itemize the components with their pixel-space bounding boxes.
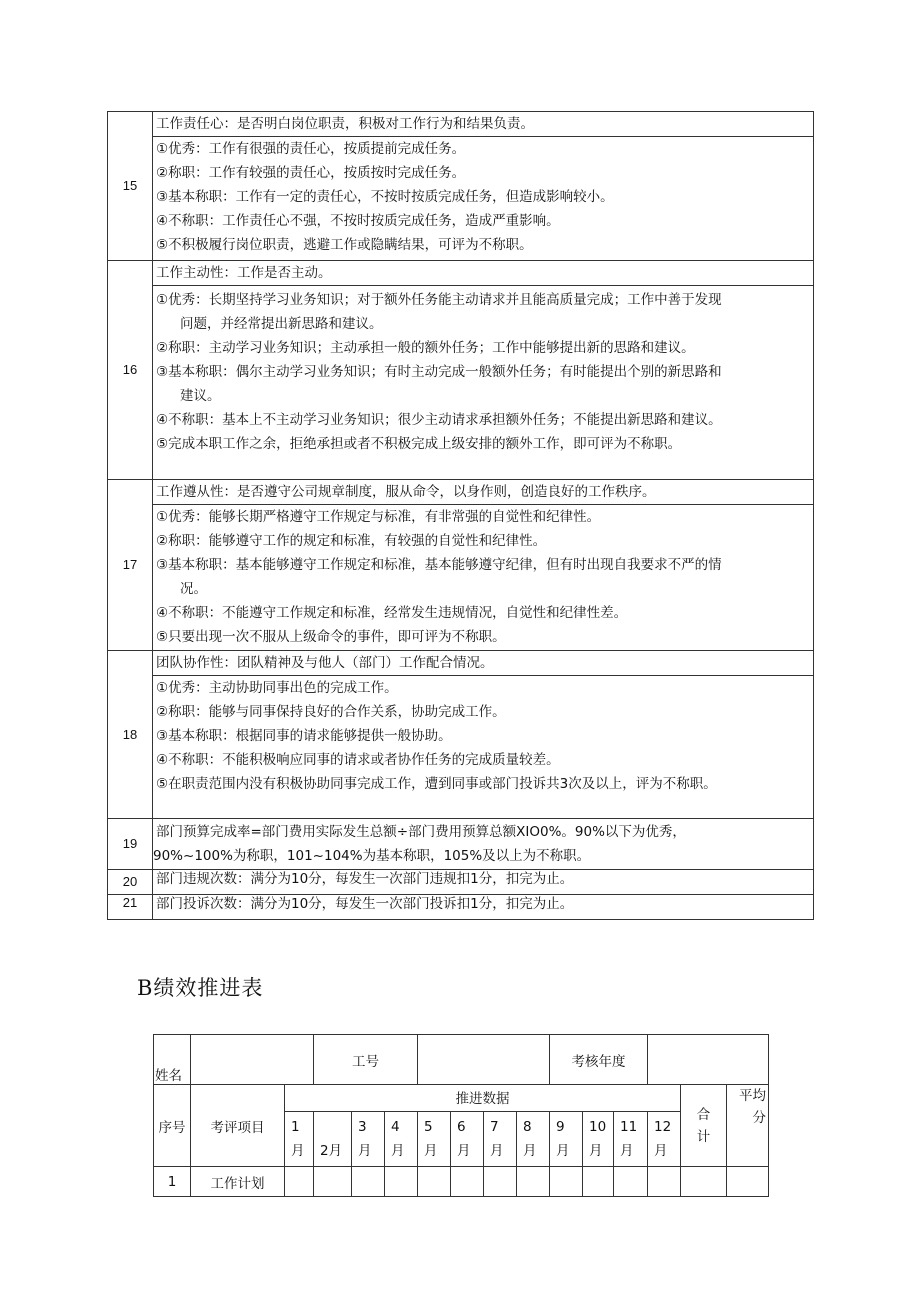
data-cell[interactable] — [550, 1167, 583, 1197]
month-header-cell — [614, 1112, 648, 1167]
month-number: 5 — [424, 1119, 433, 1135]
month-header-cell — [550, 1112, 583, 1167]
average-cell[interactable] — [727, 1167, 769, 1197]
criteria-item-line: 问题，并经常提出新思路和建议。 — [180, 316, 383, 332]
month-header-cell — [285, 1112, 314, 1167]
criteria-heading-cell — [153, 112, 814, 137]
criteria-item: ②称职：能够与同事保持良好的合作关系，协助完成工作。 — [156, 704, 506, 720]
month-number: 10 — [589, 1119, 607, 1135]
sequence-label: 序号 — [154, 1085, 191, 1167]
month-unit: 月 — [523, 1143, 537, 1159]
month-header-cell — [385, 1112, 418, 1167]
data-cell[interactable] — [285, 1167, 314, 1197]
criteria-item: ①优秀：工作有很强的责任心，按质提前完成任务。 — [156, 141, 466, 157]
month-unit: 月 — [391, 1143, 405, 1159]
month-number: 4 — [391, 1119, 400, 1135]
month-header-cell — [484, 1112, 517, 1167]
month-unit: 月 — [424, 1143, 438, 1159]
data-cell[interactable] — [352, 1167, 385, 1197]
employee-id-value-cell[interactable] — [418, 1035, 550, 1085]
month-header-cell — [418, 1112, 451, 1167]
total-label-line: 合 — [696, 1106, 711, 1123]
name-value-cell[interactable] — [191, 1035, 314, 1085]
data-cell[interactable] — [517, 1167, 550, 1197]
criteria-text-line: 部门违规次数：满分为10分，每发生一次部门违规扣1分，扣完为止。 — [156, 871, 574, 887]
criteria-heading-cell — [153, 261, 814, 286]
criteria-item: ②称职：主动学习业务知识；主动承担一般的额外任务；工作中能够提出新的思路和建议。 — [156, 340, 695, 356]
criteria-number: 21 — [108, 895, 153, 920]
month-unit: 月 — [620, 1143, 634, 1159]
criteria-row-18 — [108, 651, 814, 676]
criteria-row-16 — [108, 261, 814, 286]
total-cell[interactable] — [681, 1167, 727, 1197]
section-title: B绩效推进表 — [137, 976, 264, 1000]
criteria-item: ①优秀：能够长期严格遵守工作规定与标准，有非常强的自觉性和纪律性。 — [156, 509, 601, 525]
month-header-cell — [583, 1112, 614, 1167]
data-cell[interactable] — [648, 1167, 681, 1197]
criteria-row-19 — [108, 819, 814, 870]
criteria-text-line: 90%~100%为称职，101~104%为基本称职，105%及以上为不称职。 — [153, 848, 591, 864]
criteria-item: ①优秀：主动协助同事出色的完成工作。 — [156, 680, 398, 696]
criteria-item-line: ①优秀：长期坚持学习业务知识；对于额外任务能主动请求并且能高质量完成；工作中善于发现 — [156, 292, 722, 308]
criteria-row-21 — [108, 895, 814, 920]
criteria-heading: 团队协作性：团队精神及与他人（部门）工作配合情况。 — [156, 655, 494, 671]
criteria-heading: 工作主动性：工作是否主动。 — [156, 265, 332, 281]
data-cell[interactable] — [614, 1167, 648, 1197]
total-label — [681, 1085, 727, 1167]
month-header-cell — [517, 1112, 550, 1167]
month-unit: 月 — [654, 1143, 668, 1159]
data-cell[interactable] — [484, 1167, 517, 1197]
criteria-item-line: 建议。 — [180, 388, 221, 404]
criteria-text-line: 部门投诉次数：满分为10分，每发生一次部门投诉扣1分，扣完为止。 — [156, 896, 574, 912]
month-header-cell — [451, 1112, 484, 1167]
criteria-item: ③基本称职：工作有一定的责任心，不按时按质完成任务，但造成影响较小。 — [156, 189, 614, 205]
month-unit: 月 — [556, 1143, 570, 1159]
criteria-item: ④不称职：基本上不主动学习业务知识；很少主动请求承担额外任务；不能提出新思路和建议。 — [156, 412, 722, 428]
month-number: 12 — [654, 1119, 672, 1135]
average-label-line: 平均 — [739, 1088, 767, 1104]
criteria-heading-cell — [153, 651, 814, 676]
criteria-item: ②称职：工作有较强的责任心，按质按时完成任务。 — [156, 165, 466, 181]
month-number: 11 — [620, 1119, 638, 1135]
criteria-item: ④不称职：不能积极响应同事的请求或者协作任务的完成质量较差。 — [156, 752, 560, 768]
data-cell[interactable] — [418, 1167, 451, 1197]
criteria-number: 18 — [108, 651, 153, 819]
criteria-item: ④不称职：不能遵守工作规定和标准，经常发生违规情况，自觉性和纪律性差。 — [156, 605, 628, 621]
criteria-item-line: ③基本称职：基本能够遵守工作规定和标准，基本能够遵守纪律，但有时出现自我要求不严的情 — [156, 557, 722, 573]
data-cell[interactable] — [385, 1167, 418, 1197]
criteria-item: ⑤不积极履行岗位职责，逃避工作或隐瞒结果，可评为不称职。 — [156, 237, 533, 253]
criteria-row-20 — [108, 870, 814, 895]
criteria-table — [107, 111, 814, 920]
progress-data-label: 推进数据 — [285, 1085, 681, 1112]
criteria-number: 16 — [108, 261, 153, 480]
data-cell[interactable] — [314, 1167, 352, 1197]
performance-header-row — [154, 1035, 769, 1085]
average-label-line: 分 — [752, 1110, 767, 1126]
criteria-item: ④不称职：工作责任心不强，不按时按质完成任务，造成严重影响。 — [156, 213, 560, 229]
criteria-number: 19 — [108, 819, 153, 870]
month-unit: 月 — [358, 1143, 372, 1159]
criteria-item-line: 况。 — [180, 581, 207, 597]
assessment-year-value-cell[interactable] — [648, 1035, 769, 1085]
month-number: 9 — [556, 1119, 565, 1135]
criteria-item: ⑤在职责范围内没有积极协助同事完成工作，遭到同事或部门投诉共3次及以上，评为不称职。 — [156, 776, 717, 792]
assessment-year-label: 考核年度 — [550, 1035, 648, 1085]
criteria-items-cell — [153, 137, 814, 261]
month-header-cell — [352, 1112, 385, 1167]
criteria-items-cell — [153, 286, 814, 480]
criteria-heading-cell — [153, 480, 814, 505]
criteria-row-17 — [108, 480, 814, 505]
criteria-item: ③基本称职：根据同事的请求能够提供一般协助。 — [156, 728, 452, 744]
total-label-line: 计 — [696, 1128, 711, 1145]
criteria-text-cell — [153, 870, 814, 895]
month-number — [320, 1115, 351, 1139]
average-score-label — [727, 1085, 769, 1167]
criteria-text-cell — [153, 895, 814, 920]
criteria-text-cell — [153, 819, 814, 870]
criteria-item — [153, 360, 813, 408]
criteria-heading: 工作遵从性：是否遵守公司规章制度，服从命令，以身作则，创造良好的工作秩序。 — [156, 484, 656, 500]
criteria-item — [153, 288, 813, 336]
criteria-item-line: ③基本称职：偶尔主动学习业务知识；有时主动完成一般额外任务；有时能提出个别的新思路和 — [156, 364, 722, 380]
criteria-item — [153, 553, 813, 601]
month-number: 1 — [291, 1119, 300, 1135]
criteria-items-cell — [153, 676, 814, 819]
name-label: 姓名 — [154, 1035, 191, 1085]
data-cell[interactable] — [583, 1167, 614, 1197]
criteria-number: 17 — [108, 480, 153, 651]
employee-id-label: 工号 — [314, 1035, 418, 1085]
criteria-heading: 工作责任心：是否明白岗位职责，积极对工作行为和结果负责。 — [156, 116, 534, 132]
month-header-cell — [314, 1112, 352, 1167]
criteria-number: 15 — [108, 112, 153, 261]
month-unit: 月 — [457, 1143, 471, 1159]
criteria-item: ②称职：能够遵守工作的规定和标准，有较强的自觉性和纪律性。 — [156, 533, 547, 549]
criteria-item: ⑤完成本职工作之余，拒绝承担或者不积极完成上级安排的额外工作，即可评为不称职。 — [156, 436, 682, 452]
month-unit: 月 — [490, 1143, 504, 1159]
month-unit: 月 — [589, 1143, 603, 1159]
month-number: 6 — [457, 1119, 466, 1135]
performance-data-row — [154, 1167, 769, 1197]
month-number: 3 — [358, 1119, 367, 1135]
row-sequence: 1 — [154, 1167, 191, 1197]
month-header-cell — [648, 1112, 681, 1167]
performance-table — [153, 1034, 769, 1197]
criteria-items-cell — [153, 505, 814, 651]
performance-subheader-row — [154, 1085, 769, 1112]
month-number: 8 — [523, 1119, 532, 1135]
evaluation-item-label: 考评项目 — [191, 1085, 285, 1167]
criteria-text-line: 部门预算完成率=部门费用实际发生总额÷部门费用预算总额XIO0%。90%以下为优秀， — [156, 824, 686, 840]
row-evaluation-item: 工作计划 — [191, 1167, 285, 1197]
month-unit: 月 — [291, 1143, 305, 1159]
criteria-row-15 — [108, 112, 814, 137]
month-number: 7 — [490, 1119, 499, 1135]
criteria-item: ⑤只要出现一次不服从上级命令的事件，即可评为不称职。 — [156, 629, 506, 645]
criteria-number: 20 — [108, 870, 153, 895]
data-cell[interactable] — [451, 1167, 484, 1197]
month-unit: 2月 — [320, 1143, 343, 1159]
